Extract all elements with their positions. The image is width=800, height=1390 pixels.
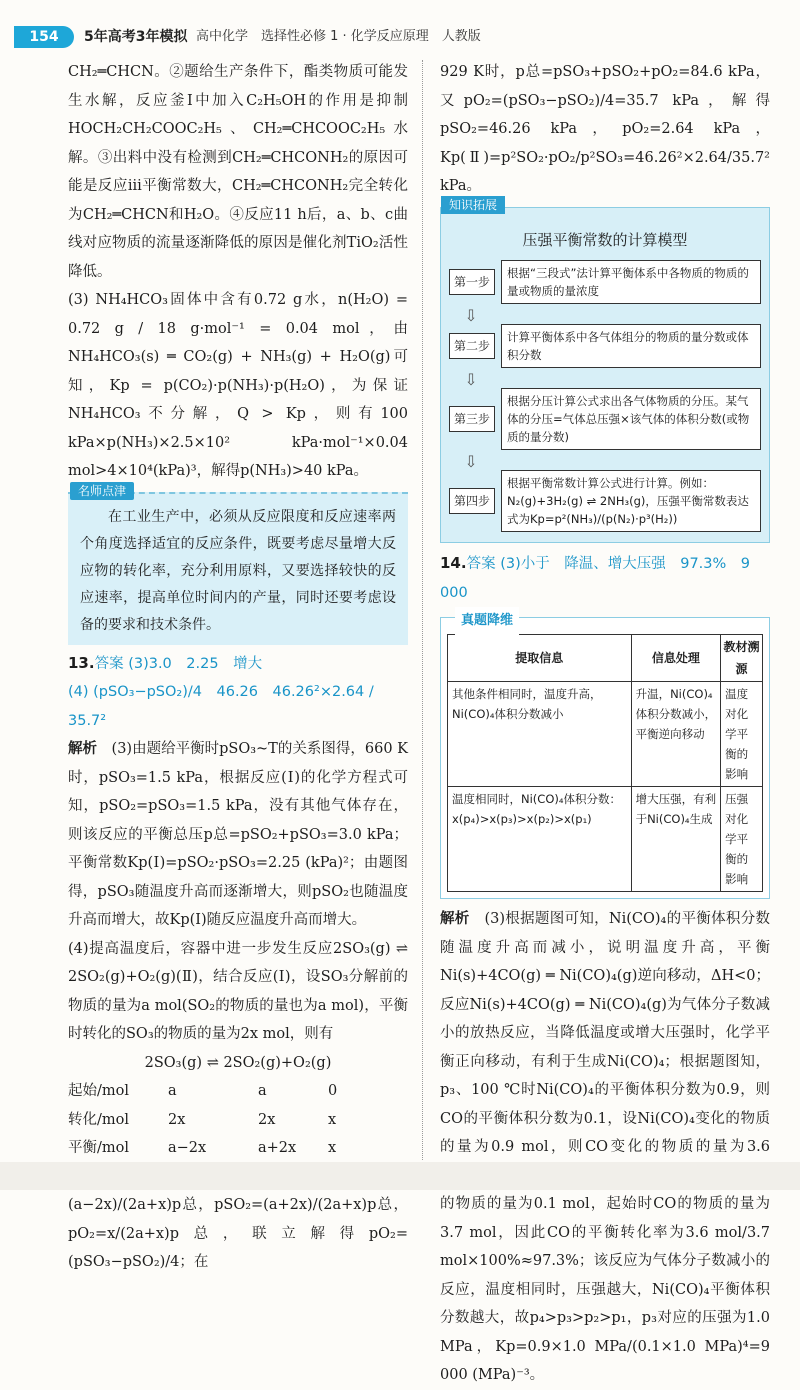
- analysis-label: 解析: [68, 740, 98, 757]
- analysis-text: (3)根据题图可知，Ni(CO)₄的平衡体积分数随温度升高而减小，说明温度升高，平衡Ni(s)+4CO(g) ═ Ni(CO)₄(g)逆向移动，ΔH<0；反应Ni(s)+4CO(g) ═ Ni(CO)₄(g)为气体分子数减小的放热反应，当降低温度或增大压强时，化学平衡正向移动，有利于生成Ni(CO)₄；根据题图知，p₃、100 ℃时Ni(CO)₄的平衡体积分数为0.9，则CO的平衡体积分数为0.1，设Ni(CO)₄变化的物质的量为0.9 mol，则CO变化的物质的量为3.6 的物质的量为0.1 mol，起始时CO的物质的量为3.7 mol，因此CO的平衡转化率为3.6 mol/3.7 mol×100%≈97.3%；该反应为气体分子数减小的反应，温度相同时，压强越大，Ni(CO)₄平衡体积分数越大，故p₄>p₃>p₂>p₁，p₃对应的压强为1.0 MPa，Kp=0.9×1.0 MPa/(0.1×1.0 MPa)⁴=9 000 (MPa)⁻³。: [440, 911, 771, 1383]
- down-arrow-icon: ⇩: [464, 306, 478, 325]
- analysis-table: [447, 634, 763, 892]
- answer-13: [68, 649, 408, 679]
- step-text: 根据分压计算公式求出各气体物质的分压。某气体的分压=气体总压强×该气体的体积分数(或物质的量分数): [501, 388, 761, 450]
- knowledge-extension-box: [440, 197, 770, 544]
- ice-cell: x: [328, 1111, 337, 1128]
- step-text: 计算平衡体系中各气体组分的物质的量分数或体积分数: [501, 324, 761, 368]
- ice-cell: a: [258, 1083, 267, 1099]
- column-divider: [422, 60, 424, 1160]
- down-arrow-icon: ⇩: [464, 370, 478, 389]
- equation: 2SO₃(g) ⇌ 2SO₂(g)+O₂(g): [144, 1054, 332, 1071]
- table-row: [448, 787, 763, 892]
- ice-cell: a: [168, 1083, 177, 1099]
- knowledge-extension-title: 知识拓展: [441, 196, 505, 214]
- ice-table: [68, 1077, 408, 1163]
- table-cell: 压强对化学平衡的影响: [721, 787, 763, 892]
- teacher-tip-text: 在工业生产中，必须从反应限度和反应速率两个角度选择适宜的反应条件，既要考虑尽量增大反应物的转化率，充分利用原料，又要选择较快的反应速率，提高单位时间内的产量，同时还要考虑设备的要求和技术条件。: [80, 508, 396, 633]
- table-cell: 温度相同时，Ni(CO)₄体积分数：x(p₄)>x(p₃)>x(p₂)>x(p₁): [448, 787, 632, 892]
- ice-cell: 2x: [258, 1111, 276, 1128]
- ice-cell: a−2x: [168, 1140, 207, 1156]
- table-header: 提取信息: [448, 635, 632, 682]
- ice-cell: 0: [328, 1083, 338, 1099]
- ice-cell: 起始/mol: [68, 1083, 130, 1099]
- page-bottom-band: [0, 1162, 800, 1190]
- table-cell: 增大压强，有利于Ni(CO)₄生成: [631, 787, 721, 892]
- ice-row: [68, 1106, 408, 1135]
- table-cell: 温度对化学平衡的影响: [721, 682, 763, 787]
- left-column: [68, 58, 408, 1277]
- step-label: 第一步: [449, 269, 495, 295]
- table-cell: 升温，Ni(CO)₄体积分数减小，平衡逆向移动: [631, 682, 721, 787]
- paragraph: (a−2x)/(2a+x)p总，pSO₂=(a+2x)/(2a+x)p总，pO₂=x/(2a+x)p总，联立解得pO₂=(pSO₃−pSO₂)/4；在: [68, 1197, 408, 1270]
- ice-cell: x: [328, 1140, 337, 1156]
- book-subtitle: 高中化学 选择性必修 1 · 化学反应原理 人教版: [196, 29, 481, 44]
- table-row: [448, 682, 763, 787]
- answer-text: (3)小于 降温、增大压强 97.3% 9 000: [440, 556, 751, 601]
- step-label: 第四步: [449, 488, 495, 514]
- ice-cell: a+2x: [258, 1140, 297, 1156]
- answer-text-2: (4) (pSO₃−pSO₂)/4 46.26 46.26²×2.64 / 35.7²: [68, 684, 374, 729]
- step-3: [449, 388, 761, 450]
- question-number: 13.: [68, 653, 95, 672]
- page-header: [0, 0, 800, 52]
- ice-row: [68, 1134, 408, 1163]
- book-title: 5年高考3年模拟: [84, 29, 188, 45]
- table-header: 信息处理: [631, 635, 721, 682]
- table-header-row: [448, 635, 763, 682]
- answer-label: 答案: [94, 655, 124, 672]
- table-header: 教材溯源: [721, 635, 763, 682]
- step-text: 根据平衡常数计算公式进行计算。例如：N₂(g)+3H₂(g) ⇌ 2NH₃(g)，压强平衡常数表达式为Kp=p²(NH₃)/(p(N₂)·p³(H₂)): [501, 470, 761, 532]
- analysis-label: 解析: [440, 910, 470, 927]
- step-label: 第二步: [449, 333, 495, 359]
- ice-cell: 2x: [168, 1111, 186, 1128]
- paragraph: (3) NH₄HCO₃固体中含有0.72 g水，n(H₂O) = 0.72 g / 18 g·mol⁻¹ = 0.04 mol，由NH₄HCO₃(s) ═ CO₂(g) + NH₃(g) + H₂O(g)可知，Kp = p(CO₂)·p(NH₃)·p(H₂O)，为保证NH₄HCO₃不分解，Q > Kp，则有100 kPa×p(NH₃)×2.5×10² kPa·mol⁻¹×0.04 mol>4×10⁴(kPa)³，解得p(NH₃)>40 kPa。: [68, 292, 408, 479]
- step-text: 根据“三段式”法计算平衡体系中各物质的物质的量或物质的量浓度: [501, 260, 761, 304]
- page-number: 154: [14, 26, 74, 48]
- answer-14: [440, 549, 770, 607]
- teacher-tip-box: [68, 483, 408, 645]
- ice-cell: 转化/mol: [68, 1111, 130, 1128]
- step-1: [449, 260, 761, 304]
- analysis: [68, 735, 408, 935]
- step-label: 第三步: [449, 406, 495, 432]
- paragraph: (4)提高温度后，容器中进一步发生反应2SO₃(g) ⇌ 2SO₂(g)+O₂(g)(Ⅱ)，结合反应(Ⅰ)，设SO₃分解前的物质的量为a mol(SO₂的物质的量也为a mol)，平衡时转化的SO₃的物质的量为2x mol，则有: [68, 940, 408, 1042]
- model-heading: 压强平衡常数的计算模型: [522, 230, 688, 249]
- step-4: [449, 470, 761, 532]
- analysis-text: (3)由题给平衡时pSO₃~T的关系图得，660 K时，pSO₃=1.5 kPa，根据反应(Ⅰ)的化学方程式可知，pSO₂=pSO₃=1.5 kPa，没有其他气体存在，则该反应的平衡总压p总=pSO₂+pSO₃=3.0 kPa；平衡常数Kp(Ⅰ)=pSO₂·pSO₃=2.25 (kPa)²；由题图得，pSO₃随温度升高而逐渐增大，则pSO₂也随温度升高而增大，故Kp(Ⅰ)随反应温度升高而增大。: [68, 741, 409, 928]
- exam-analysis-title: 真题降维: [455, 607, 519, 636]
- ice-row: [68, 1077, 408, 1106]
- down-arrow-icon: ⇩: [464, 452, 478, 471]
- paragraph: 929 K时，p总=pSO₃+pSO₂+pO₂=84.6 kPa，又pO₂=(pSO₃−pSO₂)/4=35.7 kPa，解得pSO₂=46.26 kPa，pO₂=2.64 kPa，Kp(Ⅱ)=p²SO₂·pO₂/p²SO₃=46.26²×2.64/35.7² kPa。: [440, 64, 770, 194]
- teacher-tip-title: 名师点津: [70, 482, 134, 500]
- answer-label: 答案: [466, 556, 496, 572]
- answer-text: (3)3.0 2.25 增大: [128, 655, 263, 672]
- analysis: [440, 905, 770, 1390]
- question-number: 14.: [440, 554, 467, 572]
- step-2: [449, 324, 761, 368]
- table-cell: 其他条件相同时，温度升高，Ni(CO)₄体积分数减小: [448, 682, 632, 787]
- ice-cell: 平衡/mol: [68, 1140, 130, 1156]
- exam-analysis-box: [440, 613, 770, 899]
- paragraph: CH₂═CHCN。②题给生产条件下，酯类物质可能发生水解，反应釜Ⅰ中加入C₂H₅OH的作用是抑制HOCH₂CH₂COOC₂H₅、CH₂═CHCOOC₂H₅水解。③出料中没有检测到CH₂═CHCONH₂的原因可能是反应ⅲ平衡常数大，CH₂═CHCONH₂完全转化为CH₂═CHCN和H₂O。④反应11 h后，a、b、c曲线对应物质的流量逐渐降低的原因是催化剂TiO₂活性降低。: [68, 64, 408, 280]
